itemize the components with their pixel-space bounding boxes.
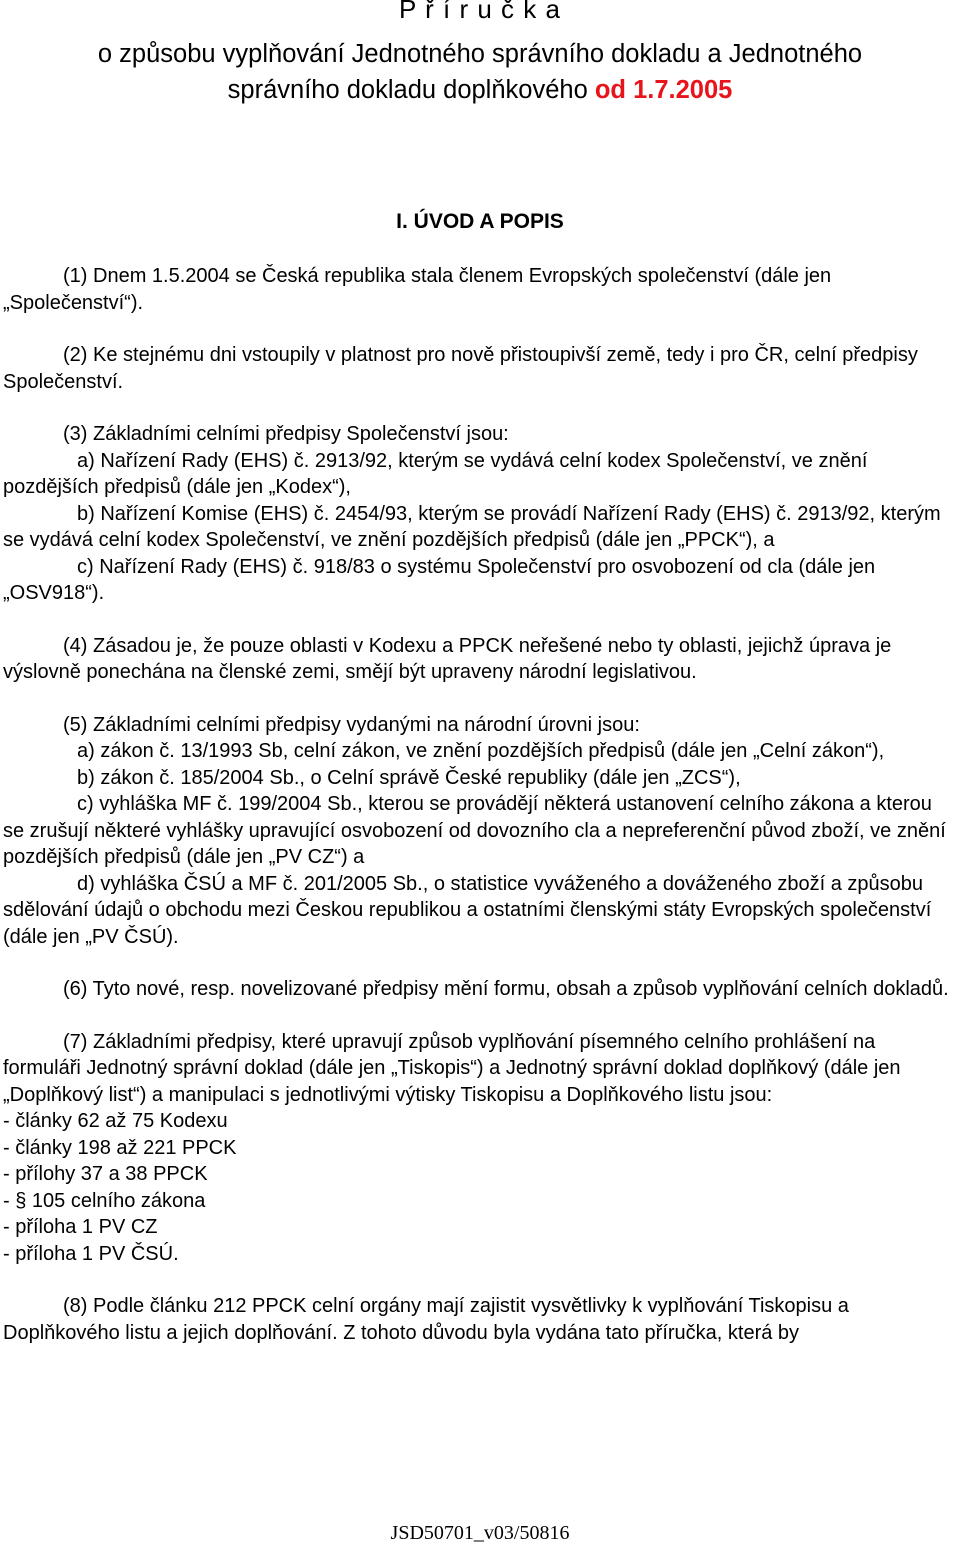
paragraph-3: (3) Základními celními předpisy Společenství jsou:: [63, 423, 509, 445]
paragraph-5d: d) vyhláška ČSÚ a MF č. 201/2005 Sb., o statistice vyváženého a dováženého zboží a způsobu sdělování údajů o obchodu mezi Českou republikou a ostatními členskými státy Evropských společenství (dále jen „PV ČSÚ).: [3, 872, 932, 948]
paragraph-5a: a) zákon č. 13/1993 Sb, celní zákon, ve znění pozdějších předpisů (dále jen „Celní zákon“),: [77, 740, 885, 762]
list-item: - články 198 až 221 PPCK: [3, 1136, 237, 1159]
document-title: P ř í r u č k a: [399, 0, 561, 24]
effective-date: od 1.7.2005: [594, 76, 733, 104]
list-item: - příloha 1 PV ČSÚ.: [3, 1242, 179, 1265]
document-subtitle: [0, 36, 960, 108]
list-item: - § 105 celního zákona: [3, 1189, 206, 1212]
list-item: - články 62 až 75 Kodexu: [3, 1110, 228, 1132]
list-item: - příloha 1 PV CZ: [3, 1216, 158, 1238]
paragraph-5: (5) Základními celními předpisy vydanými na národní úrovni jsou:: [63, 713, 640, 736]
paragraph-5c: c) vyhláška MF č. 199/2004 Sb., kterou se provádějí některá ustanovení celního zákona a kterou se zrušují některé vyhlášky upravující osvobození od dovozního cla a nepreferenční původ zboží, ve znění pozdějších předpisů (dále jen „PV CZ“) a: [3, 793, 946, 868]
subtitle-line-2: správního dokladu doplňkového: [227, 76, 595, 104]
paragraph-6: (6) Tyto nové, resp. novelizované předpisy mění formu, obsah a způsob vyplňování celních dokladů.: [63, 978, 949, 1000]
paragraph-8: (8) Podle článku 212 PPCK celní orgány mají zajistit vysvětlivky k vyplňování Tiskopisu a Doplňkového listu a jejich doplňování. Z tohoto důvodu byla vydána tato příručka, která by: [3, 1295, 849, 1344]
document-footer: JSD50701_v03/50816: [390, 1522, 570, 1544]
paragraph-3b: b) Nařízení Komise (EHS) č. 2454/93, kterým se provádí Nařízení Rady (EHS) č. 2913/92, kterým se vydává celní kodex Společenství, ve znění pozdějších předpisů (dále jen „PPCK“), a: [3, 502, 941, 551]
paragraph-1: (1) Dnem 1.5.2004 se Česká republika stala členem Evropských společenství (dále jen „Společenství“).: [3, 265, 832, 314]
paragraph-2: (2) Ke stejnému dni vstoupily v platnost pro nově přistoupivší země, tedy i pro ČR, celní předpisy Společenství.: [3, 344, 918, 393]
paragraph-3a: a) Nařízení Rady (EHS) č. 2913/92, kterým se vydává celní kodex Společenství, ve znění pozdějších předpisů (dále jen „Kodex“),: [3, 449, 868, 498]
paragraph-4: (4) Zásadou je, že pouze oblasti v Kodexu a PPCK neřešené nebo ty oblasti, jejichž úprava je výslovně ponechána na členské zemi, smějí být upraveny národní legislativou.: [3, 634, 892, 683]
paragraph-5b: b) zákon č. 185/2004 Sb., o Celní správě České republiky (dále jen „ZCS“),: [77, 766, 741, 789]
document-body: [3, 263, 955, 1346]
list-item: - přílohy 37 a 38 PPCK: [3, 1163, 208, 1185]
section-heading: I. ÚVOD A POPIS: [396, 210, 564, 233]
paragraph-7: (7) Základními předpisy, které upravují způsob vyplňování písemného celního prohlášení na formuláři Jednotný správní doklad (dále jen „Tiskopis“) a Jednotný správní doklad doplňkový (dále jen „Doplňkový list“) a manipulaci s jednotlivými výtisky Tiskopisu a Doplňkového listu jsou:: [3, 1030, 901, 1106]
paragraph-3c: c) Nařízení Rady (EHS) č. 918/83 o systému Společenství pro osvobození od cla (dále jen „OSV918“).: [3, 555, 876, 604]
subtitle-line-1: o způsobu vyplňování Jednotného správního dokladu a Jednotného: [97, 40, 863, 68]
